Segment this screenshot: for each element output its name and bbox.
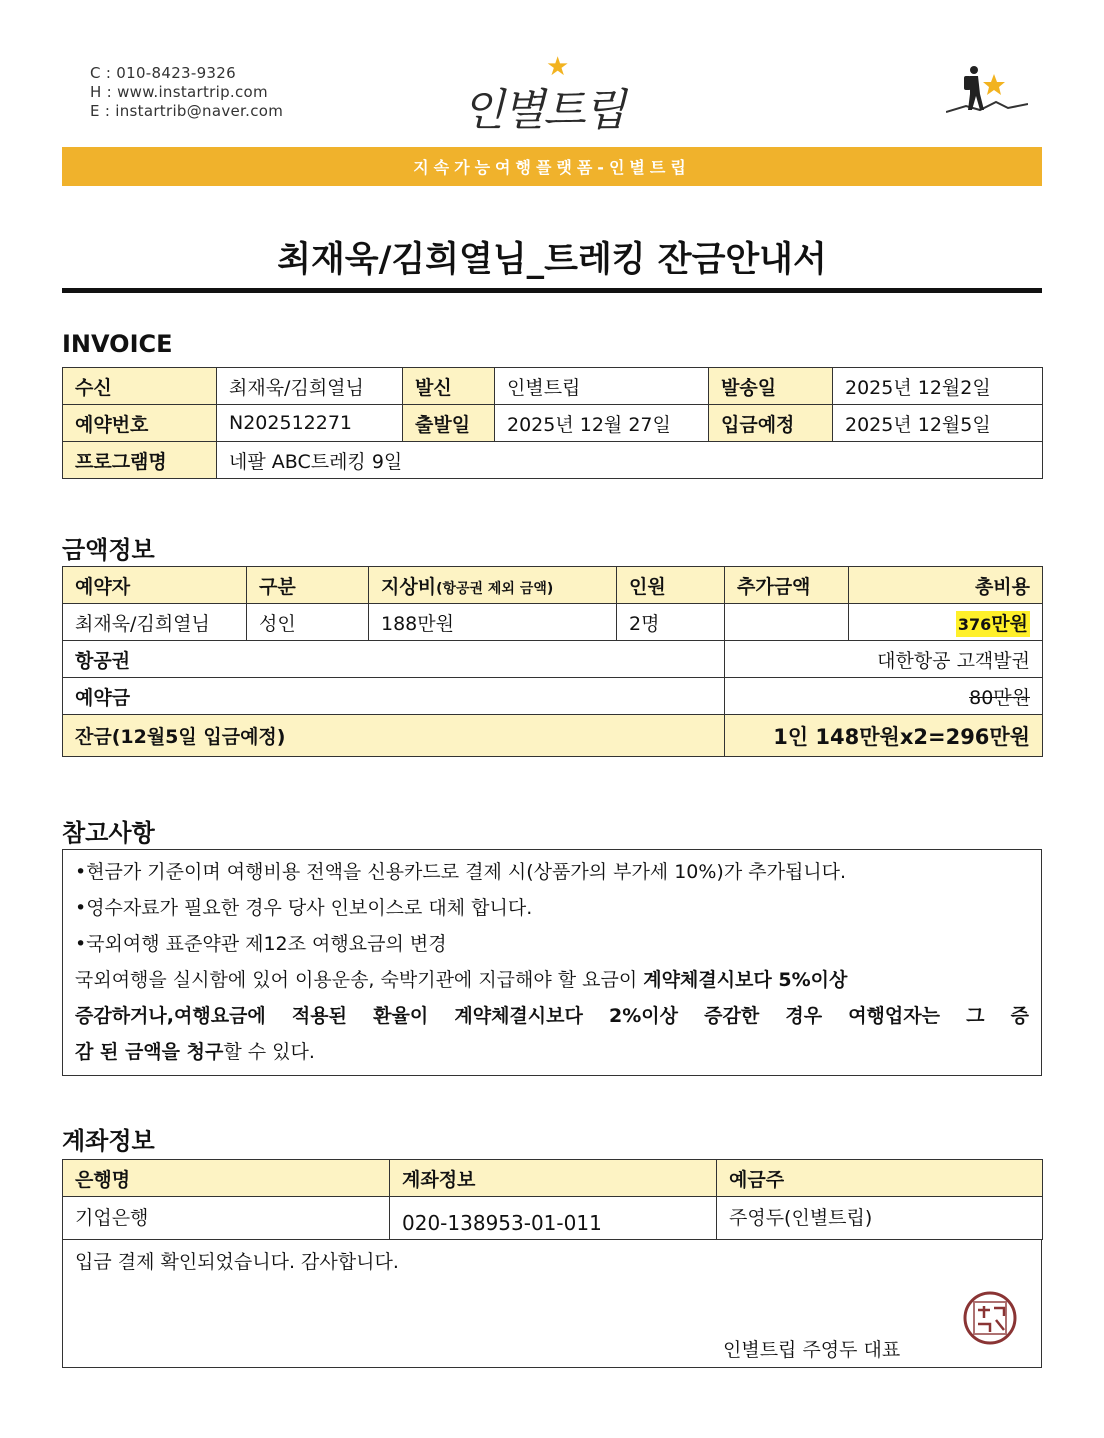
contact-phone: C : 010-8423-9326 xyxy=(90,64,236,82)
airfare-value: 대한항공 고객발권 xyxy=(725,641,1043,678)
page-title: 최재욱/김희열님_트레킹 잔금안내서 xyxy=(277,240,827,280)
contact-email: E : instartrib@naver.com xyxy=(90,102,284,120)
type-value: 성인 xyxy=(247,604,369,641)
holder-value: 주영두(인별트립) xyxy=(717,1197,1043,1240)
notes-section-title: 참고사항 xyxy=(62,819,155,847)
account-number-value: 020-138953-01-011 xyxy=(390,1197,717,1240)
signature-text: 인별트립 주영두 대표 xyxy=(723,1339,901,1361)
booking-number-value: N202512271 xyxy=(217,405,403,442)
payment-due-value: 2025년 12월5일 xyxy=(833,405,1043,442)
bank-value: 기업은행 xyxy=(63,1197,390,1240)
note-line: •영수자료가 필요한 경우 당사 인보이스로 대체 합니다. xyxy=(75,897,533,919)
title-divider xyxy=(62,288,1042,293)
table-row xyxy=(63,604,1043,641)
account-table xyxy=(62,1159,1043,1240)
holder-label: 예금주 xyxy=(717,1160,1043,1197)
balance-label: 잔금(12월5일 입금예정) xyxy=(63,715,725,757)
contact-info xyxy=(90,64,283,121)
account-section-title: 계좌정보 xyxy=(62,1127,155,1155)
sender-label: 발신 xyxy=(403,368,495,405)
departure-value: 2025년 12월 27일 xyxy=(495,405,709,442)
table-row xyxy=(63,368,1043,405)
confirmation-box xyxy=(62,1239,1042,1368)
invoice-section-title: INVOICE xyxy=(62,330,173,358)
deposit-value: 80만원 xyxy=(725,678,1043,715)
deposit-label: 예약금 xyxy=(63,678,725,715)
recipient-value: 최재욱/김희열님 xyxy=(217,368,403,405)
note-line xyxy=(75,962,1029,998)
program-value: 네팔 ABC트레킹 9일 xyxy=(217,442,1043,479)
sender-value: 인별트립 xyxy=(495,368,709,405)
table-row xyxy=(63,641,1043,678)
note-text: 국외여행을 실시함에 있어 이용운송, 숙박기관에 지급해야 할 요금이 xyxy=(75,969,644,991)
table-row xyxy=(63,715,1043,757)
payment-due-label: 입금예정 xyxy=(709,405,833,442)
table-header-row xyxy=(63,567,1043,604)
invoice-table xyxy=(62,367,1043,479)
departure-label: 출발일 xyxy=(403,405,495,442)
send-date-value: 2025년 12월2일 xyxy=(833,368,1043,405)
header-type: 구분 xyxy=(247,567,369,604)
confirmation-text: 입금 결제 확인되었습니다. 감사합니다. xyxy=(75,1251,399,1273)
amount-section-title: 금액정보 xyxy=(62,536,155,564)
header-booker: 예약자 xyxy=(63,567,247,604)
people-value: 2명 xyxy=(617,604,725,641)
table-row xyxy=(63,405,1043,442)
company-logo xyxy=(462,52,642,136)
account-number-label: 계좌정보 xyxy=(390,1160,717,1197)
table-row xyxy=(63,678,1043,715)
total-value xyxy=(849,604,1043,641)
note-bold-text: 계약체결시보다 5%이상 xyxy=(643,969,848,991)
booker-value: 최재욱/김희열님 xyxy=(63,604,247,641)
balance-value: 1인 148만원x2=296만원 xyxy=(725,715,1043,757)
notes-box xyxy=(62,849,1042,1076)
header-total: 총비용 xyxy=(849,567,1043,604)
program-label: 프로그램명 xyxy=(63,442,217,479)
recipient-label: 수신 xyxy=(63,368,217,405)
airfare-label: 항공권 xyxy=(63,641,725,678)
note-line xyxy=(75,1034,1029,1070)
company-seal-icon xyxy=(962,1290,1018,1346)
total-unit: 만원 xyxy=(991,612,1028,635)
hiker-icon xyxy=(946,60,1028,120)
send-date-label: 발송일 xyxy=(709,368,833,405)
note-bold-text: 감 된 금액을 청구 xyxy=(75,1041,224,1063)
land-cost-value: 188만원 xyxy=(369,604,617,641)
bank-label: 은행명 xyxy=(63,1160,390,1197)
extra-value xyxy=(725,604,849,641)
table-row xyxy=(63,442,1043,479)
header-land-cost-label: 지상비 xyxy=(381,575,437,598)
header-people: 인원 xyxy=(617,567,725,604)
amount-table xyxy=(62,566,1043,757)
total-number: 376 xyxy=(957,614,992,634)
note-text: 할 수 있다. xyxy=(223,1041,315,1063)
note-line: •현금가 기준이며 여행비용 전액을 신용카드로 결제 시(상품가의 부가세 10%)가 추가됩니다. xyxy=(75,861,847,883)
star-icon: ★ xyxy=(546,52,570,82)
booking-number-label: 예약번호 xyxy=(63,405,217,442)
header-extra: 추가금액 xyxy=(725,567,849,604)
logo-text: 인별트립 xyxy=(462,85,625,136)
contact-website: H : www.instartrip.com xyxy=(90,83,268,101)
note-line xyxy=(75,998,1029,1034)
slogan-banner: 지속가능여행플랫폼-인별트립 xyxy=(62,147,1042,186)
note-line: •국외여행 표준약관 제12조 여행요금의 변경 xyxy=(75,933,447,955)
note-bold-text: 증감하거나,여행요금에 적용된 환율이 계약체결시보다 2%이상 증감한 경우 여행업자는 그 증 xyxy=(75,1005,1029,1027)
table-header-row xyxy=(63,1160,1043,1197)
header-land-cost xyxy=(369,567,617,604)
header-land-cost-note: (항공권 제외 금액) xyxy=(436,580,554,597)
table-row xyxy=(63,1197,1043,1240)
